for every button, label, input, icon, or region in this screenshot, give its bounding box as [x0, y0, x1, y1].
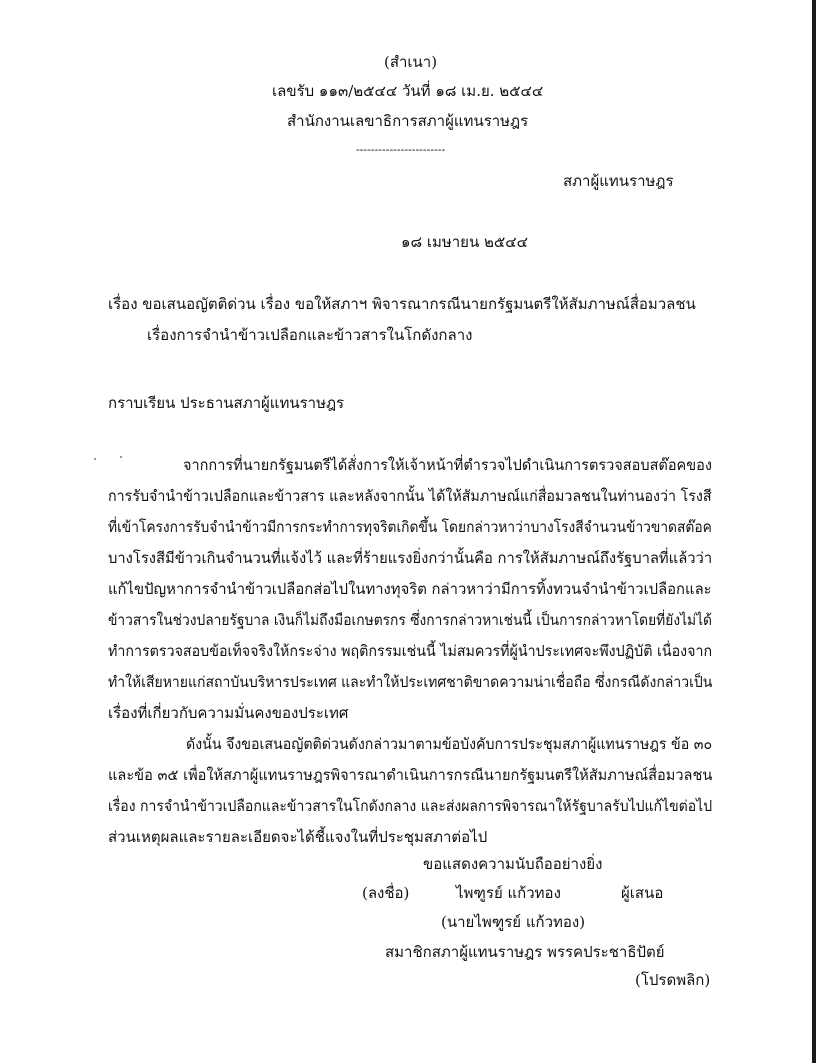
closing-regards: ขอแสดงความนับถืออย่างยิ่ง: [423, 855, 603, 873]
copy-mark: (สำเนา): [384, 53, 438, 71]
header-divider: ------------------------: [356, 143, 446, 156]
body-line: บางโรงสีมีข้าวเกินจำนวนที่แจ้งไว้ และที่ร้ายแรงยิ่งกว่านั้นคือ การให้สัมภาษณ์ถึงรัฐบาลที่แล้วว่า: [108, 549, 713, 567]
body-line: ทำการตรวจสอบข้อเท็จจริงให้กระจ่าง พฤติกรรมเช่นนี้ ไม่สมควรที่ผู้นำประเทศจะพึงปฏิบัติ เนื่องจาก: [108, 642, 713, 660]
salutation: กราบเรียน ประธานสภาผู้แทนราษฎร: [108, 394, 345, 412]
document-date: ๑๘ เมษายน ๒๕๔๔: [401, 233, 528, 251]
scan-speck: [120, 456, 122, 458]
body-line: เรื่องที่เกี่ยวกับความมั่นคงของประเทศ: [108, 704, 349, 722]
turn-over-note: (โปรดพลิก): [635, 971, 711, 989]
scan-speck: [94, 458, 96, 460]
subject-line-1: เรื่อง ขอเสนอญัตติด่วน เรื่อง ขอให้สภาฯ พิจารณากรณีนายกรัฐมนตรีให้สัมภาษณ์สื่อมวลชน: [108, 295, 696, 313]
signer-role: ผู้เสนอ: [621, 884, 664, 902]
body-line: ส่วนเหตุผลและรายละเอียดจะได้ชี้แจงในที่ประชุมสภาต่อไป: [108, 828, 488, 846]
body-line: แก้ไขปัญหาการจำนำข้าวเปลือกส่อไปในทางทุจริต กล่าวหาว่ามีการทิ้งทวนจำนำข้าวเปลือกและ: [108, 580, 712, 598]
reference-number: เลขรับ ๑๑๓/๒๕๔๔ วันที่ ๑๘ เม.ย. ๒๕๔๔: [272, 82, 544, 100]
body-line: และข้อ ๓๕ เพื่อให้สภาผู้แทนราษฎรพิจารณาดำเนินการกรณีนายกรัฐมนตรีให้สัมภาษณ์สื่อมวลชน: [108, 766, 713, 784]
signer-position: สมาชิกสภาผู้แทนราษฎร พรรคประชาธิปัตย์: [385, 943, 665, 961]
subject-line-2: เรื่องการจำนำข้าวเปลือกและข้าวสารในโกดังกลาง: [147, 326, 473, 344]
body-line: ทำให้เสียหายแก่สถาบันบริหารประเทศ และทำให้ประเทศชาติขาดความน่าเชื่อถือ ซึ่งกรณีดังกล่าวเป็น: [108, 673, 713, 691]
addressee-org: สภาผู้แทนราษฎร: [563, 172, 674, 190]
office-name: สำนักงานเลขาธิการสภาผู้แทนราษฎร: [287, 112, 529, 130]
signature-label: (ลงชื่อ): [362, 884, 410, 902]
body-line: ข้าวสารในช่วงปลายรัฐบาล เงินก็ไม่ถึงมือเกษตรกร ซึ่งการกล่าวหาเช่นนี้ เป็นการกล่าวหาโดยที่ยังไม่ได้: [108, 611, 712, 629]
body-line: การรับจำนำข้าวเปลือกและข้าวสาร และหลังจากนั้น ได้ให้สัมภาษณ์แก่สื่อมวลชนในท่านองว่า โรงสี: [108, 487, 712, 505]
scan-edge: [812, 0, 816, 1063]
signer-name: ไพฑูรย์ แก้วทอง: [456, 884, 561, 902]
body-line: เรื่อง การจำนำข้าวเปลือกและข้าวสารในโกดังกลาง และส่งผลการพิจารณาให้รัฐบาลรับไปแก้ไขต่อไป: [108, 797, 713, 815]
body-line: ที่เข้าโครงการรับจำนำข้าวมีการกระทำการทุจริตเกิดขึ้น โดยกล่าวหาว่าบางโรงสีจำนวนข้าวขาดสต๊อค: [108, 518, 712, 536]
signer-full-name: (นายไพฑูรย์ แก้วทอง): [441, 913, 586, 931]
body-line: จากการที่นายกรัฐมนตรีได้สั่งการให้เจ้าหน้าที่ตำรวจไปดำเนินการตรวจสอบสต๊อคของ: [183, 456, 712, 474]
body-line: ดังนั้น จึงขอเสนอญัตติด่วนดังกล่าวมาตามข้อบังคับการประชุมสภาผู้แทนราษฎร ข้อ ๓๐: [186, 735, 713, 753]
